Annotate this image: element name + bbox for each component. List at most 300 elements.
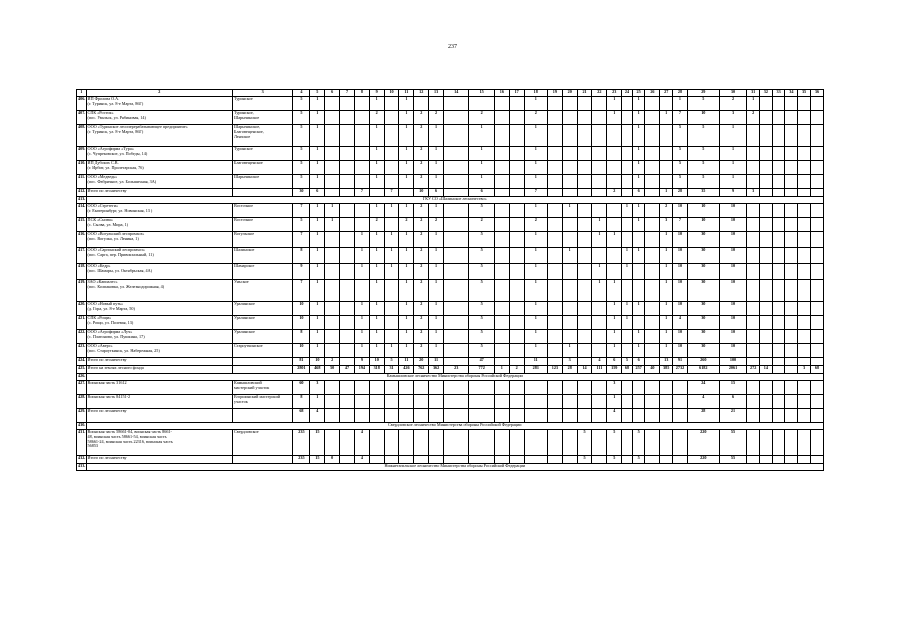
value-cell xyxy=(444,430,469,456)
value-cell: 5 xyxy=(469,316,494,330)
district-name: Вогульское xyxy=(232,232,292,248)
value-cell: 10 xyxy=(673,204,688,218)
value-cell xyxy=(747,232,760,248)
value-cell: 1 xyxy=(524,344,547,358)
value-cell xyxy=(369,456,384,464)
value-cell: 35 xyxy=(687,189,719,197)
value-cell: 30 xyxy=(687,248,719,264)
value-cell xyxy=(414,97,429,111)
value-cell xyxy=(340,395,355,409)
value-cell xyxy=(785,344,798,358)
value-cell xyxy=(340,189,355,197)
value-cell xyxy=(562,302,577,316)
value-cell: 1 xyxy=(310,395,325,409)
value-cell: 8 xyxy=(293,248,310,264)
value-cell xyxy=(384,330,399,344)
value-cell xyxy=(785,264,798,280)
organization-name: ООО «Кедр» (пос. Шамары, ул. Октябрьская, 4А) xyxy=(86,264,232,280)
value-cell: 260 xyxy=(687,358,719,366)
value-cell xyxy=(384,175,399,189)
value-cell: 2 xyxy=(414,161,429,175)
value-cell: 1 xyxy=(310,204,325,218)
value-cell: 5 xyxy=(293,161,310,175)
table-row xyxy=(77,430,824,456)
value-cell xyxy=(660,409,673,423)
value-cell xyxy=(562,218,577,232)
value-cell xyxy=(747,161,760,175)
value-cell xyxy=(592,97,607,111)
value-cell xyxy=(645,395,660,409)
value-cell xyxy=(798,409,811,423)
value-cell xyxy=(785,175,798,189)
value-cell xyxy=(340,147,355,161)
column-header: 9 xyxy=(369,90,384,97)
value-cell xyxy=(747,358,760,366)
value-cell xyxy=(354,218,369,232)
table-row xyxy=(77,197,824,204)
value-cell xyxy=(592,456,607,464)
value-cell xyxy=(760,302,773,316)
value-cell: 1 xyxy=(607,280,622,302)
value-cell: 1 xyxy=(607,232,622,248)
organization-name: ООО «Саргинский леспромхоз» (пос. Сарга, пер. Привокзальный, 11) xyxy=(86,248,232,264)
value-cell: 1 xyxy=(719,175,747,189)
value-cell xyxy=(494,248,509,264)
value-cell xyxy=(562,456,577,464)
table-row xyxy=(77,248,824,264)
value-cell xyxy=(547,330,562,344)
value-cell: 1 xyxy=(632,204,645,218)
value-cell xyxy=(509,175,524,189)
value-cell: 5 xyxy=(469,248,494,264)
value-cell xyxy=(747,330,760,344)
value-cell: 1 xyxy=(384,264,399,280)
value-cell: 1 xyxy=(310,302,325,316)
value-cell: 1 xyxy=(607,302,622,316)
value-cell: 30 xyxy=(687,264,719,280)
value-cell xyxy=(798,381,811,395)
value-cell xyxy=(494,264,509,280)
value-cell: 30 xyxy=(293,189,310,197)
table-row xyxy=(77,111,824,125)
row-number: 411. xyxy=(77,175,87,189)
value-cell xyxy=(325,125,340,147)
row-number: 418. xyxy=(77,264,87,280)
value-cell: 2 xyxy=(369,111,384,125)
value-cell xyxy=(509,125,524,147)
value-cell: 7 xyxy=(293,280,310,302)
value-cell: 2 xyxy=(414,264,429,280)
value-cell: 10 xyxy=(673,302,688,316)
column-header: 19 xyxy=(547,90,562,97)
table-row xyxy=(77,381,824,395)
value-cell xyxy=(772,218,785,232)
value-cell xyxy=(645,409,660,423)
value-cell xyxy=(772,344,785,358)
value-cell xyxy=(645,147,660,161)
value-cell: 5 xyxy=(469,264,494,280)
value-cell xyxy=(772,248,785,264)
value-cell: 2 xyxy=(414,248,429,264)
value-cell: 426 xyxy=(399,366,414,374)
value-cell xyxy=(747,395,760,409)
column-header: 25 xyxy=(632,90,645,97)
table-row xyxy=(77,344,824,358)
value-cell xyxy=(785,218,798,232)
column-header: 35 xyxy=(798,90,811,97)
value-cell: 1 xyxy=(429,204,444,218)
value-cell xyxy=(772,280,785,302)
page-number: 237 xyxy=(448,44,457,50)
value-cell xyxy=(785,395,798,409)
value-cell: 1 xyxy=(607,97,622,111)
value-cell xyxy=(444,232,469,248)
value-cell xyxy=(494,409,509,423)
value-cell xyxy=(562,264,577,280)
value-cell: 1 xyxy=(369,330,384,344)
value-cell: 5 xyxy=(607,430,622,456)
value-cell xyxy=(547,248,562,264)
organization-name: Воинская часть 58661-04, воинская часть 8661- 48, воинская часть 58661-54, воинская часть 58661-24, воинская часть 22316, воинская часть 56853 xyxy=(86,430,232,456)
value-cell: 5 xyxy=(673,161,688,175)
row-number: 426. xyxy=(77,374,87,381)
value-cell xyxy=(645,248,660,264)
district-name: Староуткинское xyxy=(232,344,292,358)
value-cell xyxy=(760,456,773,464)
value-cell: 1 xyxy=(369,161,384,175)
value-cell: 5 xyxy=(687,97,719,111)
table-row xyxy=(77,204,824,218)
value-cell: 5 xyxy=(687,125,719,147)
value-cell xyxy=(747,280,760,302)
value-cell xyxy=(772,330,785,344)
value-cell: 1 xyxy=(524,264,547,280)
column-header: 24 xyxy=(622,90,633,97)
value-cell xyxy=(632,409,645,423)
value-cell xyxy=(592,189,607,197)
value-cell xyxy=(607,204,622,218)
district-name: Шалинское xyxy=(232,248,292,264)
value-cell: 1 xyxy=(310,161,325,175)
value-cell xyxy=(384,147,399,161)
value-cell xyxy=(798,218,811,232)
value-cell: 10 xyxy=(719,264,747,280)
value-cell xyxy=(747,264,760,280)
value-cell xyxy=(798,395,811,409)
value-cell: 10 xyxy=(310,358,325,366)
value-cell: 6 xyxy=(719,395,747,409)
value-cell xyxy=(494,204,509,218)
value-cell: 4 xyxy=(607,409,622,423)
value-cell xyxy=(577,147,592,161)
value-cell xyxy=(673,395,688,409)
value-cell: 10 xyxy=(719,316,747,330)
value-cell: 28 xyxy=(673,189,688,197)
value-cell xyxy=(469,409,494,423)
value-cell: 5 xyxy=(687,161,719,175)
value-cell xyxy=(772,161,785,175)
value-cell xyxy=(592,344,607,358)
column-header: 32 xyxy=(760,90,773,97)
value-cell xyxy=(509,147,524,161)
value-cell xyxy=(340,358,355,366)
value-cell xyxy=(562,381,577,395)
value-cell: 1 xyxy=(310,330,325,344)
value-cell: 2 xyxy=(414,218,429,232)
value-cell: 7 xyxy=(354,189,369,197)
value-cell xyxy=(429,430,444,456)
value-cell: 1 xyxy=(469,175,494,189)
table-row xyxy=(77,358,824,366)
value-cell xyxy=(785,232,798,248)
value-cell xyxy=(340,316,355,330)
organization-name: ПСК «Сылва» (с. Сылва, ул. Мира, 1) xyxy=(86,218,232,232)
value-cell: 10 xyxy=(687,218,719,232)
value-cell xyxy=(772,111,785,125)
value-cell: 10 xyxy=(719,330,747,344)
value-cell: 1 xyxy=(354,248,369,264)
value-cell xyxy=(325,97,340,111)
organization-name: ИП Фролова О.А. (г. Туринск, ул. 8-е Марта, 86Г) xyxy=(86,97,232,111)
value-cell: 1 xyxy=(310,125,325,147)
value-cell: 11 xyxy=(429,358,444,366)
value-cell: 1 xyxy=(429,161,444,175)
value-cell: 2 xyxy=(414,302,429,316)
value-cell: 7 xyxy=(673,111,688,125)
value-cell: 10 xyxy=(687,111,719,125)
value-cell xyxy=(577,302,592,316)
value-cell xyxy=(340,97,355,111)
value-cell xyxy=(645,280,660,302)
value-cell: 1 xyxy=(524,204,547,218)
value-cell xyxy=(747,381,760,395)
value-cell: 2732 xyxy=(673,366,688,374)
value-cell xyxy=(494,302,509,316)
value-cell xyxy=(444,248,469,264)
column-header: 5 xyxy=(310,90,325,97)
column-header: 1 xyxy=(77,90,87,97)
value-cell: 9 xyxy=(719,189,747,197)
value-cell: 2 xyxy=(660,204,673,218)
value-cell xyxy=(354,409,369,423)
district-name: Туринское xyxy=(232,147,292,161)
value-cell xyxy=(562,161,577,175)
value-cell: 1 xyxy=(747,97,760,111)
value-cell xyxy=(810,409,823,423)
value-cell: 30 xyxy=(687,316,719,330)
value-cell: 55 xyxy=(719,456,747,464)
value-cell xyxy=(414,409,429,423)
value-cell xyxy=(562,189,577,197)
value-cell xyxy=(547,189,562,197)
value-cell xyxy=(660,125,673,147)
row-number: 433. xyxy=(77,464,87,471)
value-cell: 1 xyxy=(369,97,384,111)
value-cell: 5 xyxy=(469,344,494,358)
value-cell xyxy=(494,175,509,189)
value-cell: 9 xyxy=(293,264,310,280)
value-cell: 5 xyxy=(469,204,494,218)
value-cell: 0 xyxy=(325,456,340,464)
value-cell xyxy=(547,232,562,248)
value-cell xyxy=(469,456,494,464)
value-cell xyxy=(760,430,773,456)
district-name xyxy=(232,358,292,366)
column-header: 34 xyxy=(785,90,798,97)
row-number: 427. xyxy=(77,381,87,395)
value-cell: 30 xyxy=(687,330,719,344)
value-cell xyxy=(414,381,429,395)
value-cell xyxy=(632,280,645,302)
value-cell xyxy=(760,395,773,409)
value-cell xyxy=(547,381,562,395)
table-row xyxy=(77,374,824,381)
value-cell xyxy=(509,302,524,316)
table-row xyxy=(77,175,824,189)
value-cell xyxy=(645,189,660,197)
value-cell: 50 xyxy=(325,366,340,374)
organization-name: Воинская часть 31612 xyxy=(86,381,232,395)
value-cell xyxy=(810,264,823,280)
value-cell: 23 xyxy=(444,366,469,374)
column-header: 15 xyxy=(469,90,494,97)
value-cell: 1 xyxy=(429,175,444,189)
organization-name: ООО «Новый путь» (д. Гора, ул. 8-е Марта, 50) xyxy=(86,302,232,316)
value-cell xyxy=(645,430,660,456)
value-cell xyxy=(509,204,524,218)
value-cell: 1 xyxy=(660,248,673,264)
value-cell: 3 xyxy=(798,366,811,374)
value-cell: 2 xyxy=(414,330,429,344)
value-cell xyxy=(622,456,633,464)
value-cell xyxy=(509,316,524,330)
value-cell xyxy=(509,264,524,280)
value-cell: 2 xyxy=(469,218,494,232)
value-cell xyxy=(760,358,773,366)
value-cell xyxy=(592,175,607,189)
value-cell xyxy=(772,409,785,423)
value-cell: 2 xyxy=(469,111,494,125)
organization-name: Итого по лесничеству xyxy=(86,358,232,366)
organization-name: ООО «Вогульский леспромхоз» (пос. Вогулка, ул. Ленина, 1) xyxy=(86,232,232,248)
value-cell: 1 xyxy=(369,125,384,147)
value-cell xyxy=(509,248,524,264)
value-cell: 5 xyxy=(673,125,688,147)
value-cell: 257 xyxy=(632,366,645,374)
value-cell: 281 xyxy=(524,366,547,374)
table-row xyxy=(77,409,824,423)
value-cell: 1 xyxy=(354,344,369,358)
value-cell: 1 xyxy=(494,366,509,374)
value-cell: 1 xyxy=(310,175,325,189)
value-cell xyxy=(645,218,660,232)
value-cell xyxy=(494,218,509,232)
value-cell xyxy=(810,344,823,358)
table-row xyxy=(77,264,824,280)
value-cell: 10 xyxy=(673,264,688,280)
value-cell xyxy=(622,232,633,248)
value-cell: 194 xyxy=(354,366,369,374)
value-cell: 1 xyxy=(399,147,414,161)
value-cell xyxy=(622,344,633,358)
value-cell xyxy=(547,456,562,464)
value-cell: 1 xyxy=(622,264,633,280)
value-cell xyxy=(547,204,562,218)
value-cell xyxy=(798,430,811,456)
value-cell: 10 xyxy=(719,344,747,358)
value-cell xyxy=(760,330,773,344)
value-cell xyxy=(810,248,823,264)
value-cell: 4 xyxy=(310,409,325,423)
row-number: 429. xyxy=(77,409,87,423)
value-cell: 2 xyxy=(509,366,524,374)
value-cell xyxy=(547,97,562,111)
value-cell xyxy=(577,175,592,189)
value-cell: 11 xyxy=(524,358,547,366)
value-cell: 10 xyxy=(673,248,688,264)
value-cell: 123 xyxy=(547,366,562,374)
value-cell: 2 xyxy=(414,316,429,330)
district-name: Шарычинское xyxy=(232,175,292,189)
value-cell: 60 xyxy=(293,381,310,395)
value-cell xyxy=(607,175,622,189)
value-cell xyxy=(414,456,429,464)
column-header: 11 xyxy=(399,90,414,97)
value-cell: 5 xyxy=(632,430,645,456)
value-cell xyxy=(660,147,673,161)
value-cell: 1 xyxy=(429,344,444,358)
value-cell: 2 xyxy=(414,175,429,189)
value-cell xyxy=(562,125,577,147)
value-cell xyxy=(384,125,399,147)
table-row xyxy=(77,330,824,344)
value-cell xyxy=(607,218,622,232)
value-cell xyxy=(592,381,607,395)
value-cell: 1 xyxy=(399,232,414,248)
value-cell: 1 xyxy=(310,147,325,161)
value-cell: 1 xyxy=(310,344,325,358)
district-name: Благовещенское xyxy=(232,161,292,175)
value-cell: 5 xyxy=(384,358,399,366)
value-cell xyxy=(785,161,798,175)
value-cell: 3 xyxy=(562,358,577,366)
value-cell: 5 xyxy=(293,111,310,125)
value-cell xyxy=(340,161,355,175)
value-cell: 1 xyxy=(632,161,645,175)
value-cell: 1 xyxy=(660,111,673,125)
value-cell: 55 xyxy=(719,430,747,456)
value-cell: 1 xyxy=(632,97,645,111)
value-cell: 1 xyxy=(660,280,673,302)
value-cell xyxy=(429,381,444,395)
value-cell: 1 xyxy=(399,125,414,147)
value-cell: 1 xyxy=(369,232,384,248)
value-cell xyxy=(524,430,547,456)
value-cell xyxy=(810,232,823,248)
value-cell xyxy=(645,97,660,111)
value-cell xyxy=(785,430,798,456)
value-cell: 1 xyxy=(354,232,369,248)
value-cell: 1 xyxy=(524,125,547,147)
value-cell xyxy=(444,302,469,316)
value-cell xyxy=(607,248,622,264)
value-cell xyxy=(444,316,469,330)
value-cell xyxy=(369,395,384,409)
column-header: 8 xyxy=(354,90,369,97)
value-cell xyxy=(810,330,823,344)
value-cell: 1 xyxy=(429,232,444,248)
column-header: 6 xyxy=(325,90,340,97)
